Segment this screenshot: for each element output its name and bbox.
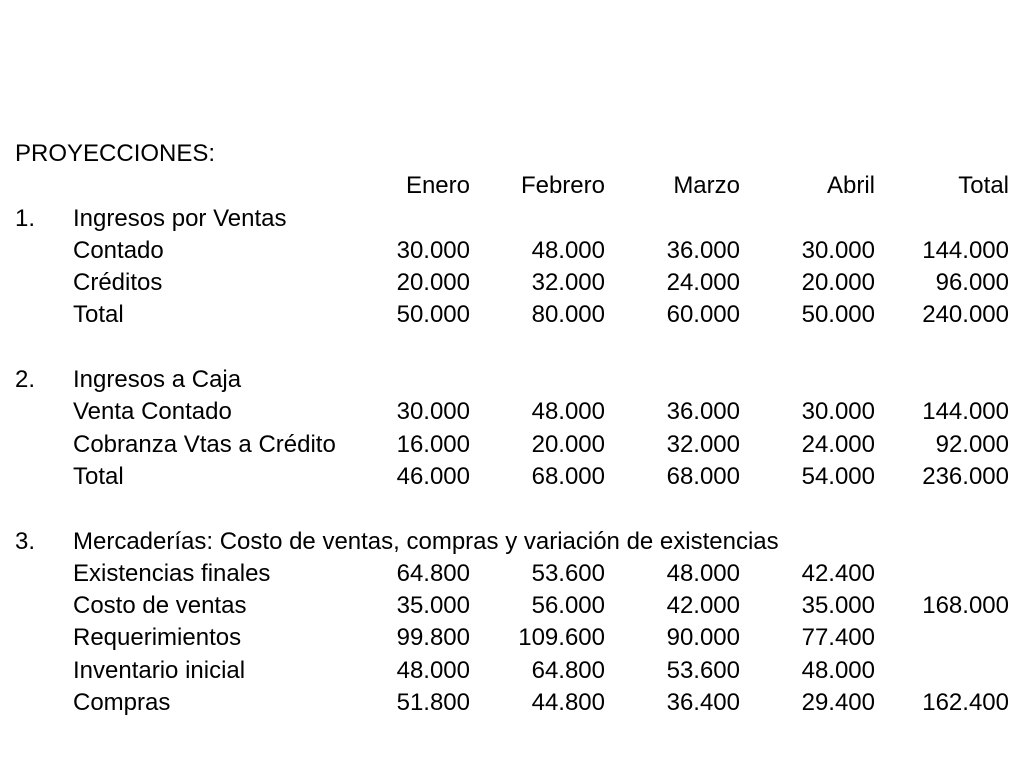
- value-total: 240.000: [922, 301, 1009, 329]
- value-abril: 24.000: [801, 430, 875, 458]
- value-total: 144.000: [922, 236, 1009, 264]
- header-abril: Abril: [826, 172, 875, 200]
- value-abril: 50.000: [801, 301, 875, 329]
- spacer-row: [0, 493, 1024, 525]
- row-label: Total: [73, 301, 124, 329]
- section-1-header: [0, 203, 1024, 235]
- row-label: Cobranza Vtas a Crédito: [73, 430, 336, 458]
- value-abril: 48.000: [801, 656, 875, 684]
- value-febrero: 44.800: [531, 689, 605, 717]
- value-enero: 50.000: [396, 301, 470, 329]
- row-label: Inventario inicial: [73, 656, 246, 684]
- value-abril: 30.000: [801, 398, 875, 426]
- section-title: Mercaderías: Costo de ventas, compras y variación de existencias: [73, 527, 779, 555]
- section-number: 3.: [15, 527, 36, 555]
- table-row: [0, 429, 1024, 461]
- value-enero: 51.800: [396, 689, 470, 717]
- value-marzo: 36.000: [666, 236, 740, 264]
- value-abril: 42.400: [801, 559, 875, 587]
- section-2-header: [0, 364, 1024, 396]
- section-number: 1.: [15, 204, 36, 232]
- table-row: [0, 622, 1024, 654]
- table-row: [0, 558, 1024, 590]
- projections-sheet: [0, 138, 1024, 719]
- value-enero: 48.000: [396, 656, 470, 684]
- value-marzo: 53.600: [666, 656, 740, 684]
- value-abril: 29.400: [801, 689, 875, 717]
- value-febrero: 80.000: [531, 301, 605, 329]
- header-enero: Enero: [405, 172, 470, 200]
- spacer-row: [0, 332, 1024, 364]
- value-total: 168.000: [922, 592, 1009, 620]
- row-label: Total: [73, 462, 124, 490]
- value-marzo: 36.400: [666, 689, 740, 717]
- value-total: 236.000: [922, 462, 1009, 490]
- table-row: [0, 655, 1024, 687]
- header-total: Total: [958, 172, 1009, 200]
- value-marzo: 68.000: [666, 462, 740, 490]
- value-febrero: 53.600: [531, 559, 605, 587]
- table-row: [0, 299, 1024, 331]
- value-total: 96.000: [935, 269, 1009, 297]
- sheet-title: PROYECCIONES:: [15, 140, 216, 167]
- row-label: Venta Contado: [73, 398, 232, 426]
- value-marzo: 48.000: [666, 559, 740, 587]
- table-row: [0, 267, 1024, 299]
- value-enero: 30.000: [396, 398, 470, 426]
- value-marzo: 24.000: [666, 269, 740, 297]
- row-label: Costo de ventas: [73, 592, 247, 620]
- value-febrero: 48.000: [531, 236, 605, 264]
- value-enero: 46.000: [396, 462, 470, 490]
- value-febrero: 56.000: [531, 592, 605, 620]
- value-enero: 35.000: [396, 592, 470, 620]
- section-title: Ingresos por Ventas: [73, 204, 287, 232]
- value-marzo: 36.000: [666, 398, 740, 426]
- section-3-header: [0, 526, 1024, 558]
- header-febrero: Febrero: [520, 172, 605, 200]
- value-enero: 16.000: [396, 430, 470, 458]
- header-marzo: Marzo: [673, 172, 740, 200]
- table-row: [0, 687, 1024, 719]
- row-label: Requerimientos: [73, 624, 242, 652]
- value-febrero: 32.000: [531, 269, 605, 297]
- value-febrero: 68.000: [531, 462, 605, 490]
- value-total: 144.000: [922, 398, 1009, 426]
- value-abril: 30.000: [801, 236, 875, 264]
- title-row: [0, 138, 1024, 170]
- row-label: Compras: [73, 689, 171, 717]
- table-row: [0, 235, 1024, 267]
- table-row: [0, 461, 1024, 493]
- value-enero: 99.800: [396, 624, 470, 652]
- value-marzo: 90.000: [666, 624, 740, 652]
- value-abril: 35.000: [801, 592, 875, 620]
- header-row: [0, 170, 1024, 202]
- value-enero: 30.000: [396, 236, 470, 264]
- table-row: [0, 590, 1024, 622]
- value-marzo: 32.000: [666, 430, 740, 458]
- value-enero: 64.800: [396, 559, 470, 587]
- value-febrero: 109.600: [518, 624, 605, 652]
- table-row: [0, 396, 1024, 428]
- value-febrero: 48.000: [531, 398, 605, 426]
- row-label: Contado: [73, 236, 164, 264]
- section-number: 2.: [15, 366, 36, 394]
- value-febrero: 64.800: [531, 656, 605, 684]
- section-title: Ingresos a Caja: [73, 366, 242, 394]
- value-total: 162.400: [922, 689, 1009, 717]
- row-label: Créditos: [73, 269, 163, 297]
- value-abril: 20.000: [801, 269, 875, 297]
- value-total: 92.000: [935, 430, 1009, 458]
- row-label: Existencias finales: [73, 559, 271, 587]
- value-marzo: 42.000: [666, 592, 740, 620]
- value-enero: 20.000: [396, 269, 470, 297]
- value-abril: 54.000: [801, 462, 875, 490]
- value-febrero: 20.000: [531, 430, 605, 458]
- value-abril: 77.400: [801, 624, 875, 652]
- value-marzo: 60.000: [666, 301, 740, 329]
